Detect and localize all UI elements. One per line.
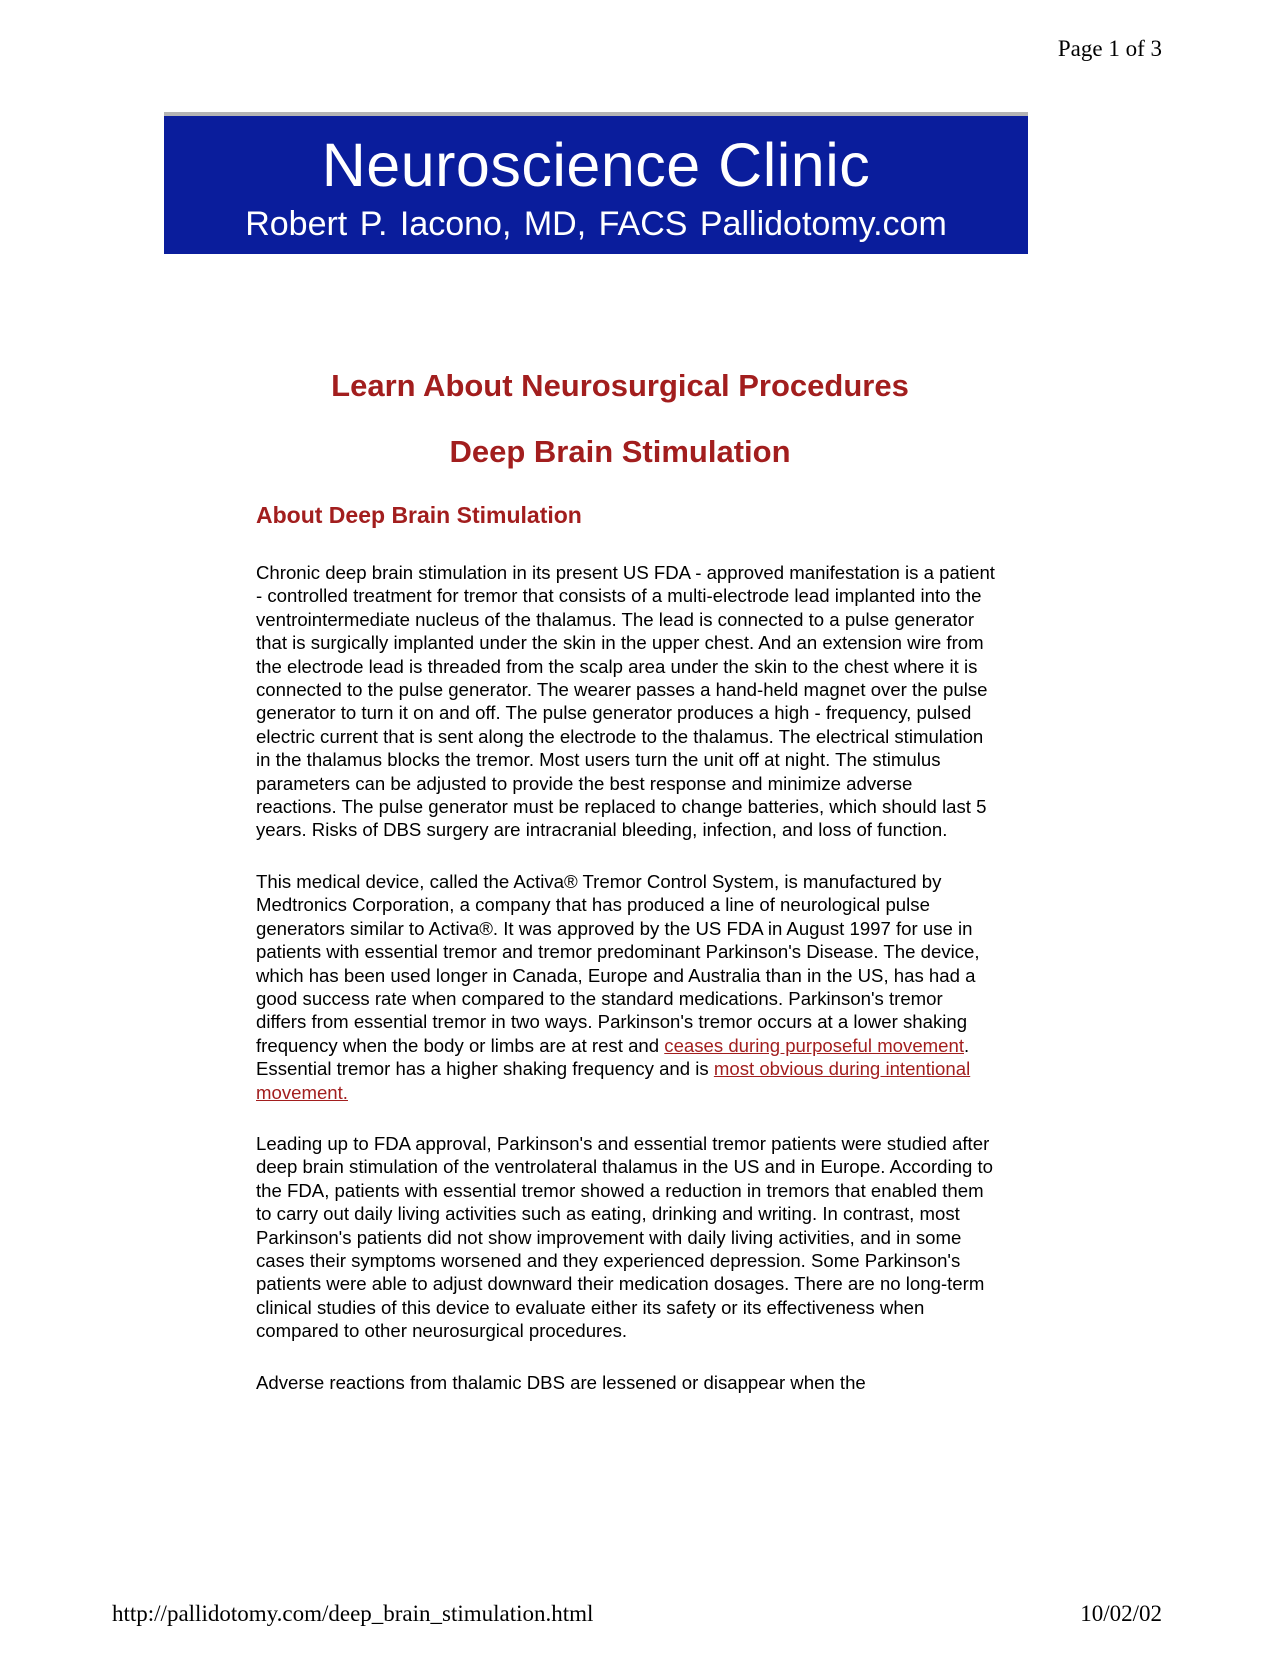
paragraph-2-text-a: This medical device, called the Activa® Tremor Control System, is manufactured by Medtronics Corporation, a company that has produced a line of neurological pulse generators similar to Activa®. It was approved by the US FDA in August 1997 for use in patients with essential tremor and tremor predominant Parkinson's Disease. The device, which has been used longer in Canada, Europe and Australia than in the US, has had a good success rate when compared to the standard medications. Parkinson's tremor differs from essential tremor in two ways. Parkinson's tremor occurs at a lower shaking frequency when the body or limbs are at rest and <box>256 870 980 1056</box>
paragraph-2 <box>256 870 996 1104</box>
section-heading: About Deep Brain Stimulation <box>256 502 582 528</box>
paragraph-2-text-b: . Essential tremor has a higher shaking frequency and is <box>256 1034 970 1080</box>
footer-date: 10/02/02 <box>1080 1601 1162 1626</box>
clinic-banner[interactable] <box>164 112 1028 254</box>
banner-title: Neuroscience Clinic <box>321 131 871 199</box>
obvious-during-movement-link[interactable]: most obvious during intentional movement. <box>256 1058 971 1103</box>
article-body <box>256 561 996 1422</box>
page-number: Page 1 of 3 <box>1057 36 1162 61</box>
paragraph-1: Chronic deep brain stimulation in its present US FDA - approved manifestation is a patient - controlled treatment for tremor that consists of a multi-electrode lead implanted into the ventrointermediate nucleus of the thalamus. The lead is connected to a pulse generator that is surgically implanted under the skin in the upper chest. And an extension wire from the electrode lead is threaded from the scalp area under the skin to the chest where it is connected to the pulse generator. The wearer passes a hand-held magnet over the pulse generator to turn it on and off. The pulse generator produces a high - frequency, pulsed electric current that is sent along the electrode to the thalamus. The electrical stimulation in the thalamus blocks the tremor. Most users turn the unit off at night. The stimulus parameters can be adjusted to provide the best response and minimize adverse reactions. The pulse generator must be replaced to change batteries, which should last 5 years. Risks of DBS surgery are intracranial bleeding, infection, and loss of function. <box>256 562 995 841</box>
banner-subtitle: Robert P. Iacono, MD, FACS Pallidotomy.com <box>245 205 947 243</box>
paragraph-4: Adverse reactions from thalamic DBS are lessened or disappear when the <box>256 1371 866 1393</box>
paragraph-3: Leading up to FDA approval, Parkinson's and essential tremor patients were studied after deep brain stimulation of the ventrolateral thalamus in the US and in Europe. According to the FDA, patients with essential tremor showed a reduction in tremors that enabled them to carry out daily living activities such as eating, drinking and writing. In contrast, most Parkinson's patients did not show improvement with daily living activities, and in some cases their symptoms worsened and they experienced depression. Some Parkinson's patients were able to adjust downward their medication dosages. There are no long-term clinical studies of this device to evaluate either its safety or its effectiveness when compared to other neurosurgical procedures. <box>256 1132 993 1342</box>
footer-url: http://pallidotomy.com/deep_brain_stimulation.html <box>112 1601 594 1626</box>
page-subtitle: Deep Brain Stimulation <box>449 434 791 469</box>
ceases-during-movement-link[interactable]: ceases during purposeful movement <box>664 1034 964 1056</box>
page-title: Learn About Neurosurgical Procedures <box>331 368 909 403</box>
